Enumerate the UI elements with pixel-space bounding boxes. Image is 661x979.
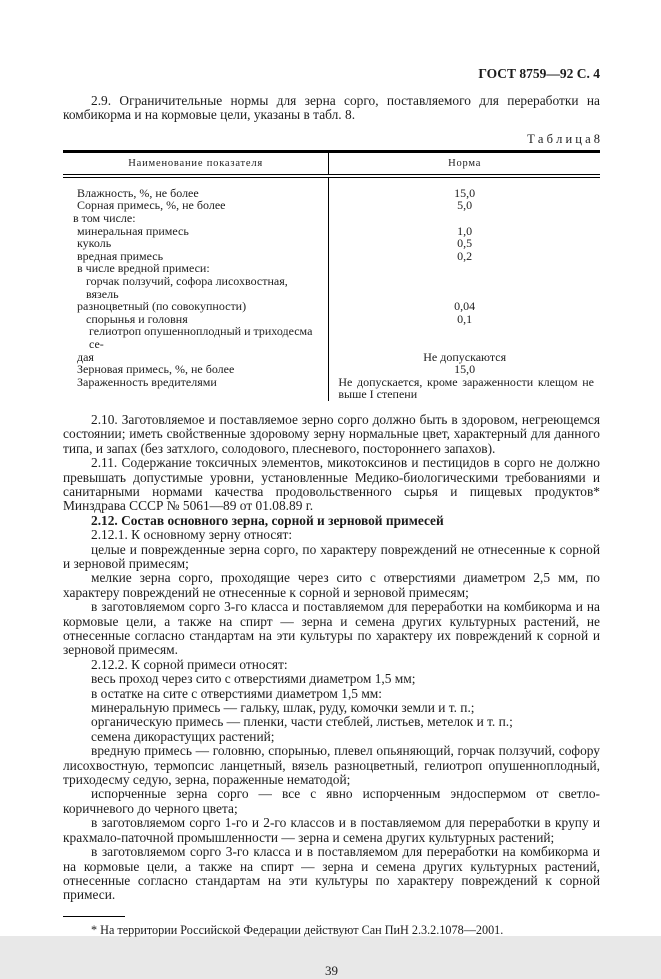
- body-paragraph: испорченные зерна сорго — все с явно испорченным эндоспермом от светло-коричневого до черного цвета;: [63, 786, 600, 816]
- body-paragraph: в остатке на сите с отверстиями диаметром 1,5 мм:: [91, 685, 382, 701]
- table-row: гелиотроп опушенноплодный и триходесма се-: [63, 325, 600, 350]
- table-row: дая Не допускаются: [63, 351, 600, 364]
- table-caption: Т а б л и ц а 8: [527, 131, 600, 146]
- footnote-text: * На территории Российской Федерации действуют Сан ПиН 2.3.2.1078—2001.: [91, 922, 504, 937]
- table-body: [63, 178, 600, 401]
- table-row: минеральная примесь 1,0: [63, 225, 600, 238]
- body-paragraph: минеральную примесь — гальку, шлак, руду, комочки земли и т. п.;: [91, 700, 475, 716]
- table-row: вредная примесь 0,2: [63, 250, 600, 263]
- table-row: разноцветный (по совокупности) 0,04: [63, 300, 600, 313]
- paragraph-2-10: 2.10. Заготовляемое и поставляемое зерно сорго должно быть в здоровом, негреющемся состоянии; иметь свойственные здоровому зерну нормальные цвет, характерный для данного типа, и запах (без затхлого, солодового, плесневого, постороннего запахов).: [63, 411, 600, 456]
- table-row: в том числе:: [63, 212, 600, 225]
- column-header-indicator: Наименование показателя: [63, 153, 329, 174]
- body-paragraph: в заготовляемом сорго 3-го класса и поставляемом для переработки на комбикорма и на кормовые цели, а также на спирт — зерна и семена других культурных растений, не отнесенные согласно стандартам на эти культуры по характеру их повреждений к сорной и зерновой примесям.: [63, 599, 600, 658]
- body-paragraph: вредную примесь — головню, спорынью, плевел опьяняющий, горчак ползучий, софору лисохвостную, термопсис ланцетный, вязель разноцветный, гелиотроп опушенноплодный, триходесму седую, зерна, пораженные нематодой;: [63, 743, 600, 788]
- heading-2-12: 2.12. Состав основного зерна, сорной и зерновой примесей: [91, 512, 444, 528]
- table-header-row: [63, 153, 600, 178]
- body-paragraph: в заготовляемом сорго 1-го и 2-го классов и в поставляемом для переработки в крупу и крахмало-паточной промышленности — зерна и семена других культурных растений;: [63, 815, 600, 845]
- paragraph-2-9: 2.9. Ограничительные нормы для зерна сорго, поставляемого для переработки на комбикорма и на кормовые цели, указаны в табл. 8.: [63, 93, 600, 123]
- body-paragraph: мелкие зерна сорго, проходящие через сито с отверстиями диаметром 2,5 мм, по характеру повреждений не отнесенные к сорной и зерновой примесям;: [63, 570, 600, 600]
- table-row: Зараженность вредителями Не допускается, кроме зараженности клещом не выше I степени: [63, 376, 600, 401]
- table-row: горчак ползучий, софора лисохвостная, вязель: [63, 275, 600, 300]
- body-text: [63, 413, 600, 903]
- paragraph-2-11: 2.11. Содержание токсичных элементов, микотоксинов и пестицидов в сорго не должно превышать допустимые уровни, установленные Медико-биологическими требованиями и санитарными нормами качества продовольственного сырья и пищевых продуктов* Минздрава СССР № 5061—89 от 01.08.89 г.: [63, 455, 600, 514]
- table-row: Сорная примесь, %, не более 5,0: [63, 199, 600, 212]
- page-number: 39: [325, 962, 338, 978]
- body-paragraph: весь проход через сито с отверстиями диаметром 1,5 мм;: [91, 671, 416, 687]
- body-paragraph: семена дикорастущих растений;: [91, 728, 275, 744]
- table-row: спорынья и головня 0,1: [63, 313, 600, 326]
- table-row: Зерновая примесь, %, не более 15,0: [63, 363, 600, 376]
- footnote-divider: [63, 916, 125, 917]
- body-paragraph: в заготовляемом сорго 3-го класса и в поставляемом для переработки на комбикорма и на кормовые цели, а также на спирт — зерна и семена других культурных растений, отнесенные согласно стандартам на эти культуры по характеру повреждений к сорной примеси.: [63, 844, 600, 903]
- table-row: куколь 0,5: [63, 237, 600, 250]
- paragraph-2-12-1: 2.12.1. К основному зерну относят:: [91, 527, 293, 543]
- body-paragraph: органическую примесь — пленки, части стеблей, листьев, метелок и т. п.;: [91, 714, 513, 730]
- body-paragraph: целые и поврежденные зерна сорго, по характеру повреждений не отнесенные к сорной и зерновой примесям;: [63, 541, 600, 571]
- table-row: Влажность, %, не более 15,0: [63, 187, 600, 200]
- column-header-norm: Норма: [448, 157, 482, 169]
- table-row: в числе вредной примеси:: [63, 262, 600, 275]
- norms-table: [63, 150, 600, 401]
- document-header: ГОСТ 8759—92 С. 4: [478, 66, 600, 81]
- paragraph-2-12-2: 2.12.2. К сорной примеси относят:: [91, 656, 288, 672]
- page-content: [63, 0, 600, 979]
